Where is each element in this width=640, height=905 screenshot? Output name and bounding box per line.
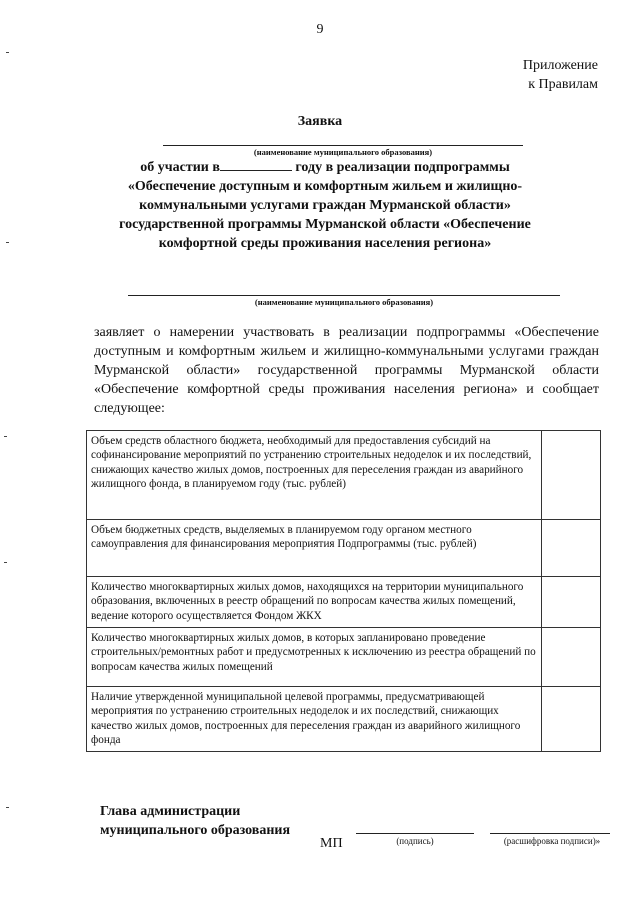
document-title: Заявка: [297, 114, 343, 129]
year-blank: [220, 158, 292, 171]
intro-paragraph: заявляет о намерении участвовать в реализации подпрограммы «Обеспечение доступным и комфортным жильем и жилищно-коммунальными услугами граждан Мурманской области» государственной программы Мурманской области «Обеспечение комфортной среды проживания населения региона» и сообщает следующее:: [94, 325, 599, 416]
row-description: Наличие утвержденной муниципальной целевой программы, предусматривающей мероприятия по устранению строительных недоделок и их последствий, снижающих качество жилых домов, построенных для переселения граждан из аварийного жилищного фонда: [87, 687, 542, 752]
table-row: [87, 628, 601, 687]
signer-line1: Глава администрации: [100, 804, 241, 819]
table-row: [87, 687, 601, 752]
signer-title: [100, 802, 290, 840]
scan-mark: [6, 52, 9, 53]
row-description: Объем средств областного бюджета, необходимый для предоставления субсидий на софинансирование мероприятий по устранению строительных недоделок и их последствий, снижающих качество жилых домов, построенных для переселения граждан из аварийного жилищного фонда, в планируемом году (тыс. рублей): [87, 431, 542, 520]
subtitle-pre: об участии в: [140, 160, 220, 175]
signature-caption: (подпись): [396, 836, 434, 846]
appendix-line1: Приложение: [522, 58, 598, 73]
subtitle-line1: [90, 158, 560, 177]
appendix-note: [523, 56, 598, 94]
table-row: [87, 431, 601, 520]
municipality-line-2: [128, 295, 560, 296]
subtitle-line4: государственной программы Мурманской области «Обеспечение: [119, 217, 531, 232]
row-description: Объем бюджетных средств, выделяемых в планируемом году органом местного самоуправления для финансирования мероприятия Подпрограммы (тыс. рублей): [87, 520, 542, 577]
row-value-cell[interactable]: [542, 577, 601, 628]
decoding-line[interactable]: [490, 833, 610, 834]
page-number: 9: [316, 22, 324, 37]
info-table: [86, 430, 601, 752]
scan-mark: [4, 562, 7, 563]
row-description: Количество многоквартирных жилых домов, находящихся на территории муниципального образования, включенных в реестр обращений по вопросам качества жилых помещений, ведение которого осуществляется Фондом ЖКХ: [87, 577, 542, 628]
table-row: [87, 577, 601, 628]
subtitle-line5: комфортной среды проживания населения региона»: [158, 236, 492, 251]
subtitle-line2: «Обеспечение доступным и комфортным жильем и жилищно-: [127, 179, 523, 194]
signature-line[interactable]: [356, 833, 474, 834]
scan-mark: [6, 807, 9, 808]
row-description: Количество многоквартирных жилых домов, в которых запланировано проведение строительных/ремонтных работ и предусмотренных к исключению из реестра обращений по вопросам качества жилых помещений: [87, 628, 542, 687]
decoding-caption: (расшифровка подписи)»: [503, 836, 601, 846]
scan-mark: [6, 242, 9, 243]
signer-line2: муниципального образования: [100, 823, 291, 838]
row-value-cell[interactable]: [542, 687, 601, 752]
application-subtitle: [90, 158, 560, 253]
municipality-line: [163, 145, 523, 146]
subtitle-post: году в реализации подпрограммы: [295, 160, 510, 175]
table-row: [87, 520, 601, 577]
municipality-caption: (наименование муниципального образования): [253, 147, 433, 157]
subtitle-line3: коммунальными услугами граждан Мурманской области»: [139, 198, 511, 213]
row-value-cell[interactable]: [542, 628, 601, 687]
row-value-cell[interactable]: [542, 520, 601, 577]
row-value-cell[interactable]: [542, 431, 601, 520]
stamp-place: МП: [320, 836, 343, 851]
municipality-caption-2: (наименование муниципального образования): [254, 297, 434, 307]
scan-mark: [4, 436, 7, 437]
appendix-line2: к Правилам: [528, 77, 598, 92]
